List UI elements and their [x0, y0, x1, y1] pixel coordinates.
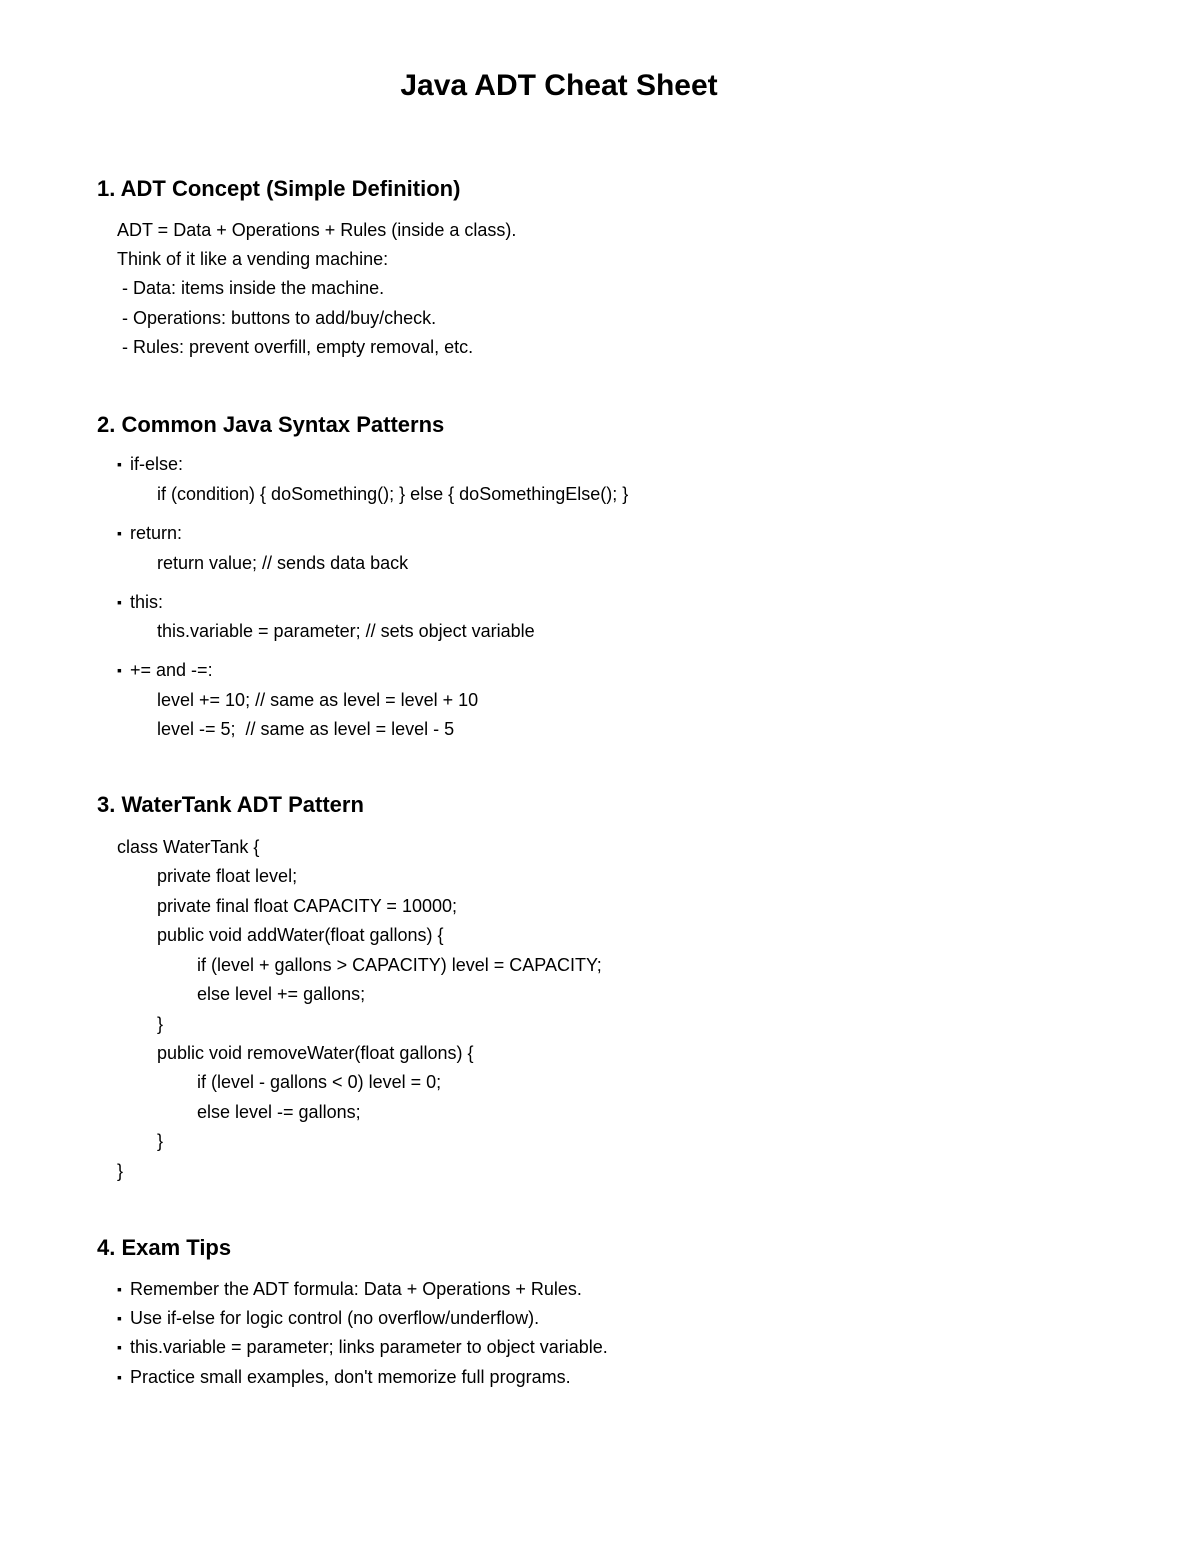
code-line: public void addWater(float gallons) {	[157, 925, 444, 945]
code-line: else level -= gallons;	[197, 1102, 361, 1122]
section-heading-adt-concept: 1. ADT Concept (Simple Definition)	[97, 176, 461, 201]
code-line: if (condition) { doSomething(); } else { doSomethingElse(); }	[157, 484, 629, 504]
syntax-item-return	[117, 521, 182, 545]
section-heading-tips: 4. Exam Tips	[97, 1235, 232, 1260]
bullet-icon: ▪	[117, 1339, 122, 1355]
syntax-item-label: return:	[130, 523, 183, 543]
tip-text: Remember the ADT formula: Data + Operations + Rules.	[130, 1279, 582, 1299]
code-line: level -= 5; // same as level = level - 5	[157, 719, 455, 739]
bullet-icon: ▪	[117, 1369, 122, 1385]
tip-text: this.variable = parameter; links parameter to object variable.	[130, 1337, 608, 1357]
tip-text: Practice small examples, don't memorize full programs.	[130, 1367, 571, 1387]
code-line: if (level - gallons < 0) level = 0;	[197, 1072, 442, 1092]
syntax-item-this	[117, 590, 163, 614]
code-line: else level += gallons;	[197, 984, 366, 1004]
syntax-item-if-else	[117, 452, 183, 476]
tip-item	[117, 1365, 571, 1389]
code-line: this.variable = parameter; // sets object variable	[157, 621, 535, 641]
bullet-icon: ▪	[117, 456, 122, 472]
code-line: }	[157, 1014, 164, 1034]
tip-item	[117, 1306, 539, 1330]
page-title: Java ADT Cheat Sheet	[400, 69, 718, 102]
bullet-icon: ▪	[117, 1310, 122, 1326]
text-line: ADT = Data + Operations + Rules (inside a class).	[117, 220, 517, 240]
text-line: - Operations: buttons to add/buy/check.	[117, 308, 437, 328]
code-line: if (level + gallons > CAPACITY) level = CAPACITY;	[197, 955, 602, 975]
code-line: private final float CAPACITY = 10000;	[157, 896, 457, 916]
tip-item	[117, 1277, 582, 1301]
tip-item	[117, 1335, 608, 1359]
syntax-item-label: += and -=:	[130, 660, 213, 680]
bullet-icon: ▪	[117, 1281, 122, 1297]
code-line: private float level;	[157, 866, 298, 886]
bullet-icon: ▪	[117, 525, 122, 541]
text-line: - Rules: prevent overfill, empty removal, etc.	[117, 337, 474, 357]
text-line: - Data: items inside the machine.	[117, 278, 385, 298]
text-line: Think of it like a vending machine:	[117, 249, 389, 269]
section-heading-syntax: 2. Common Java Syntax Patterns	[97, 412, 445, 437]
syntax-item-compound-assign	[117, 658, 213, 682]
bullet-icon: ▪	[117, 594, 122, 610]
syntax-item-label: this:	[130, 592, 164, 612]
code-line: }	[117, 1161, 124, 1181]
code-line: level += 10; // same as level = level + 10	[157, 690, 479, 710]
syntax-item-label: if-else:	[130, 454, 184, 474]
code-line: return value; // sends data back	[157, 553, 409, 573]
section-heading-watertank: 3. WaterTank ADT Pattern	[97, 792, 364, 817]
code-line: class WaterTank {	[117, 837, 260, 857]
code-line: }	[157, 1131, 164, 1151]
bullet-icon: ▪	[117, 662, 122, 678]
code-line: public void removeWater(float gallons) {	[157, 1043, 474, 1063]
tip-text: Use if-else for logic control (no overflow/underflow).	[130, 1308, 540, 1328]
